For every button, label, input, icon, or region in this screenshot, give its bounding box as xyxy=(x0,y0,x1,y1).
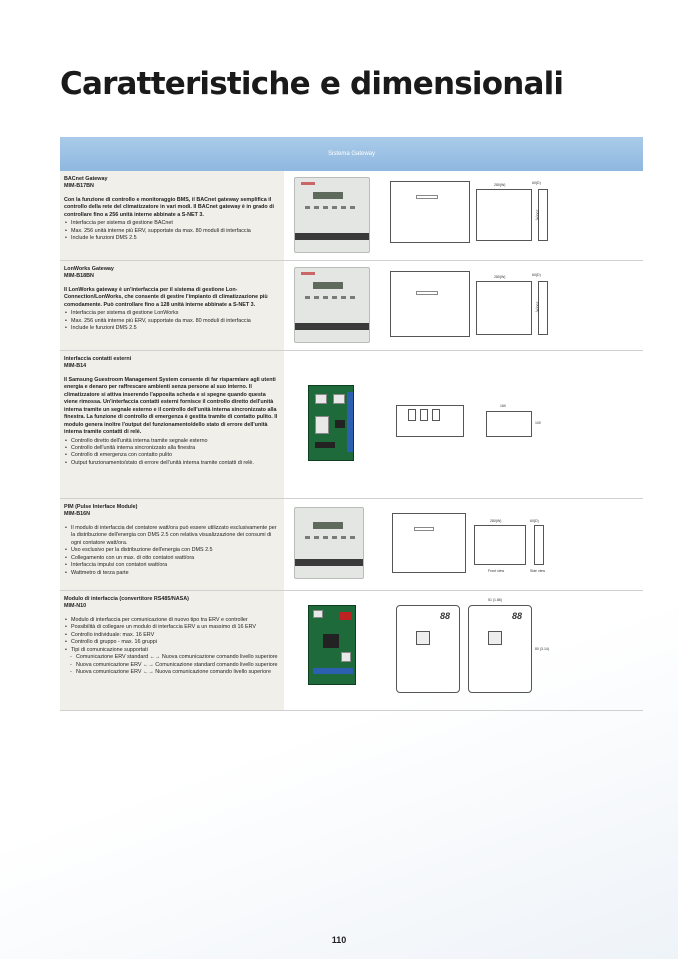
table-header: Sistema Gateway xyxy=(60,137,643,171)
dimension-label: 51 (1.86) xyxy=(488,598,503,602)
product-name: Modulo di interfaccia (convertitore RS485/NASA) xyxy=(64,596,189,602)
product-photo xyxy=(284,261,380,350)
feature-item: • Interfaccia per sistema di gestione BACnet xyxy=(64,220,280,227)
feature-item: • Controllo di emergenza con contatto pulito xyxy=(64,452,280,459)
dimension-drawings xyxy=(380,591,643,710)
table-row xyxy=(60,591,643,711)
gateway-table xyxy=(60,137,643,711)
table-row xyxy=(60,499,643,591)
dimension-label: 60(D) xyxy=(532,181,541,185)
feature-item: • Interfaccia impulsi con contatori watt/ora xyxy=(64,562,280,569)
dimension-label: 280(W) xyxy=(494,275,506,279)
feature-item: • Max. 256 unità interne più ERV, supportate da max. 80 moduli di interfaccia xyxy=(64,228,280,235)
feature-item: • Modulo di interfaccia per comunicazione di nuovo tipo tra ERV e controller xyxy=(64,617,280,624)
display-readout: 88 xyxy=(440,611,451,621)
row-description xyxy=(60,499,284,590)
feature-item: • Wattmetro di terza parte xyxy=(64,570,280,577)
feature-list xyxy=(64,310,280,332)
product-code: MIM-B17BN xyxy=(64,183,94,190)
feature-item: • Il modulo di interfaccia del contatore watt/ora può essere utilizzato esclusivamente per la distribuzione dell'energia con DMS 2.5 con relativa visualizzazione dei consumi di ogni contatore watt/ora. xyxy=(64,525,280,547)
product-name: PIM (Pulse Interface Module) xyxy=(64,504,138,510)
dimension-drawings xyxy=(380,499,643,590)
feature-item: • Possibilità di collegare un modulo di interfaccia ERV a un massimo di 16 ERV xyxy=(64,624,280,631)
table-row xyxy=(60,171,643,261)
product-code: MIM-N10 xyxy=(64,603,87,610)
feature-item: • Tipi di comunicazione supportati xyxy=(64,647,280,654)
feature-list xyxy=(64,220,280,242)
product-code: MIM-B16N xyxy=(64,511,91,518)
row-description xyxy=(60,591,284,710)
table-row xyxy=(60,261,643,351)
feature-list xyxy=(64,525,280,577)
product-photo xyxy=(284,499,380,590)
table-row xyxy=(60,351,643,499)
product-name: LonWorks Gateway xyxy=(64,266,114,272)
feature-item: • Collegamento con un max. di otto contatori watt/ora xyxy=(64,555,280,562)
feature-item: • Output funzionamento/stato di errore dell'unità interna tramite contatti di relè. xyxy=(64,460,280,467)
feature-item: • Include le funzioni DMS 2.5 xyxy=(64,235,280,242)
row-description xyxy=(60,261,284,350)
dimension-label: 60(D) xyxy=(530,519,539,523)
product-intro: Con la funzione di controllo e monitoraggio BMS, il BACnet gateway semplifica il controllo della rete del climatizzatore in vari modi. Il BACnet gateway è in grado di controllare fino a 256 unità interne abbinate a S-NET 3. xyxy=(64,196,274,218)
feature-sub-item: - Comunicazione ERV standard ←→ Nuova comunicazione comando livello superiore xyxy=(64,654,280,661)
product-photo xyxy=(284,171,380,260)
product-intro: Il Samsung Guestroom Management System consente di far risparmiare agli utenti energia e denaro per raffrescare ambienti senza persone al suo interno. Il climatizzatore si attiva inserendo l'apposita scheda e si spegne quando questa viene rimossa. Un'interfaccia contatti esterni fornisce il controllo diretto dell'unità interna tramite un segnale esterno e il controllo dell'unità interna sincronizzato alla finestra. La funzione di controllo di emergenza è gestita tramite di contatto pulito. Il modulo genera inoltre l'output del funzionamento/dello stato di errore dell'unità interna tramite contatti di relè. xyxy=(64,376,278,436)
feature-sub-item: - Nuova comunicazione ERV ←→ Nuova comunicazione comando livello superiore xyxy=(64,669,280,676)
product-photo xyxy=(284,591,380,710)
feature-list xyxy=(64,438,280,468)
feature-item: • Uso esclusivo per la distribuzione dell'energia con DMS 2.5 xyxy=(64,547,280,554)
feature-item: • Controllo di gruppo - max. 16 gruppi xyxy=(64,639,280,646)
product-code: MIM-B14 xyxy=(64,363,87,370)
feature-list xyxy=(64,617,280,677)
row-description xyxy=(60,351,284,498)
dimension-label: 200(H) xyxy=(535,209,540,221)
product-code: MIM-B18BN xyxy=(64,273,94,280)
dimension-label: 280(W) xyxy=(494,183,506,187)
dimension-label: 60(D) xyxy=(532,273,541,277)
feature-sub-item: - Nuova comunicazione ERV ←→ Comunicazione standard comando livello superiore xyxy=(64,662,280,669)
dimension-label: 160 xyxy=(500,404,506,408)
dimension-label: 200(H) xyxy=(535,301,540,313)
dimension-drawings xyxy=(380,171,643,260)
feature-item: • Interfaccia per sistema di gestione LonWorks xyxy=(64,310,280,317)
display-readout: 88 xyxy=(512,611,523,621)
row-description xyxy=(60,171,284,260)
page-title: Caratteristiche e dimensionali xyxy=(60,66,564,102)
dimension-label: Front view xyxy=(488,569,505,573)
dimension-drawings xyxy=(380,351,643,498)
product-name: Interfaccia contatti esterni xyxy=(64,356,132,362)
product-intro: Il LonWorks gateway è un'interfaccia per il sistema di gestione Lon-Connection/LonWorks, che consente di gestire l'impianto di climatizzazione più comodamente. Può controllare fino a 128 unità interne abbinate a S-NET 3. xyxy=(64,286,268,308)
feature-item: • Controllo individuale: max. 16 ERV xyxy=(64,632,280,639)
product-name: BACnet Gateway xyxy=(64,176,108,182)
dimension-label: 100 xyxy=(535,421,541,425)
dimension-label: Side view xyxy=(530,569,545,573)
feature-item: • Include le funzioni DMS 2.5 xyxy=(64,325,280,332)
feature-item: • Controllo dell'unità interna sincronizzato alla finestra xyxy=(64,445,280,452)
dimension-label: 80 (3.14) xyxy=(535,647,550,651)
dimension-drawings xyxy=(380,261,643,350)
feature-item: • Controllo diretto dell'unità interna tramite segnale esterno xyxy=(64,438,280,445)
page-number: 110 xyxy=(331,935,347,945)
product-photo xyxy=(284,351,380,498)
feature-item: • Max. 256 unità interne più ERV, supportate da max. 80 moduli di interfaccia xyxy=(64,318,280,325)
dimension-label: 280(W) xyxy=(490,519,502,523)
